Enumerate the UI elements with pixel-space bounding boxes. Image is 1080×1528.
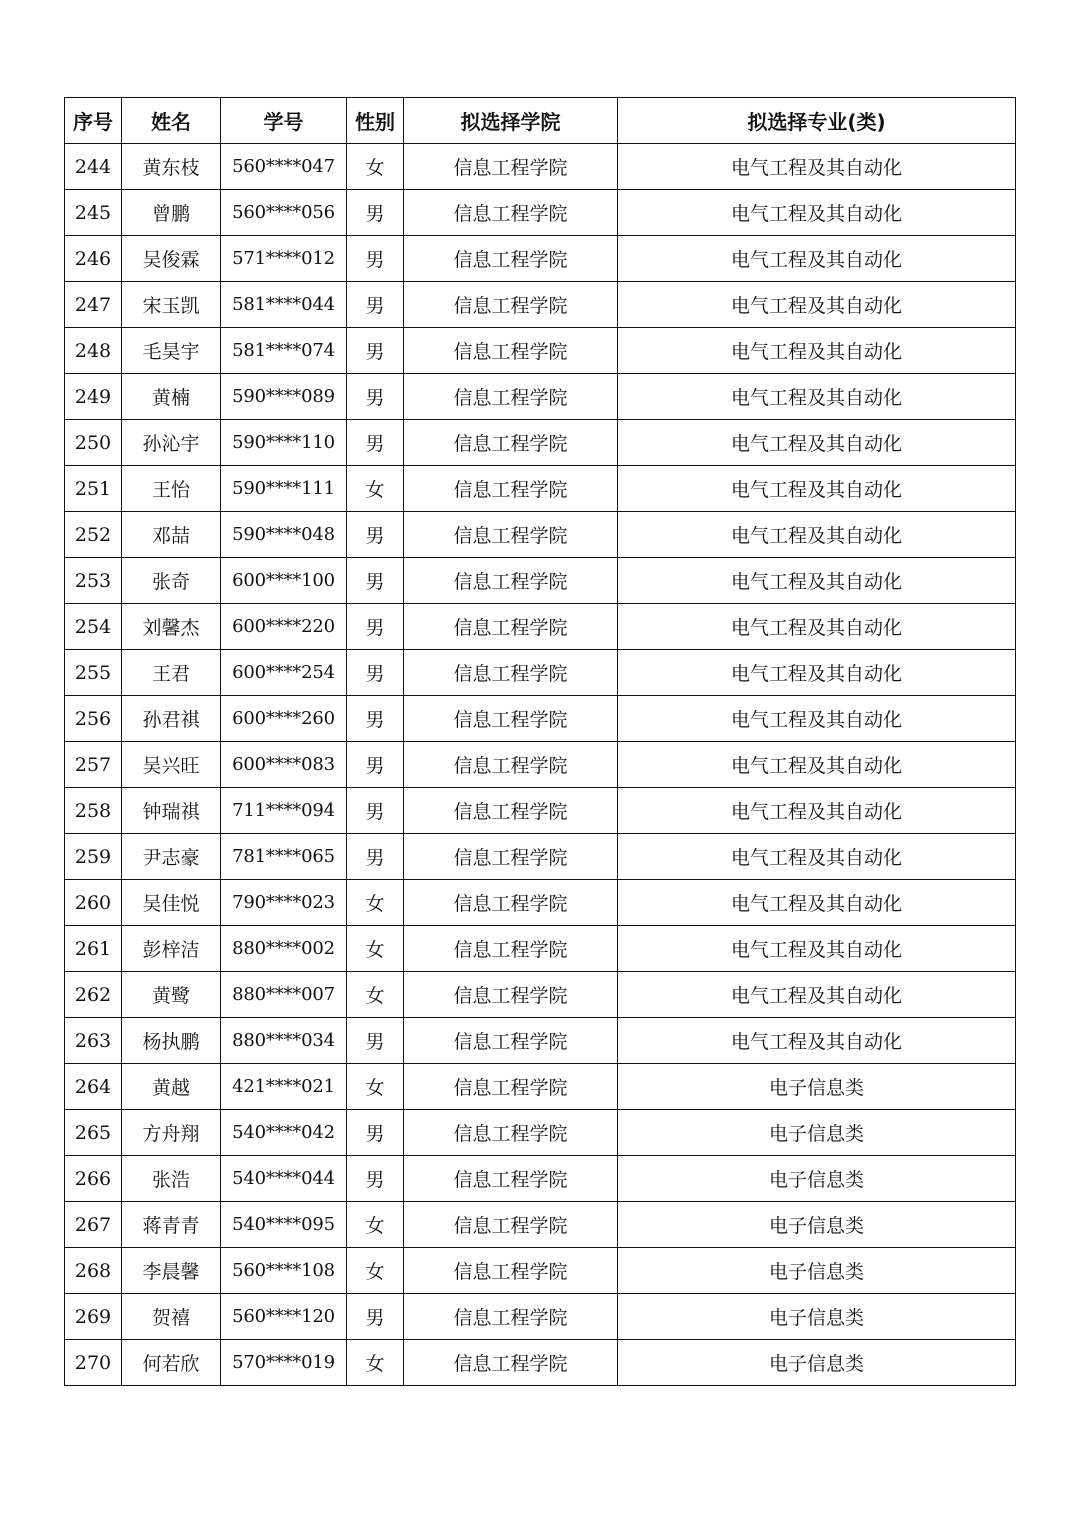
- table-row: [65, 420, 1016, 466]
- cell-college: 信息工程学院: [404, 972, 618, 1018]
- cell-serial: 258: [65, 788, 122, 834]
- cell-major: 电子信息类: [618, 1340, 1016, 1386]
- cell-name: 杨执鹏: [122, 1018, 221, 1064]
- cell-serial: 264: [65, 1064, 122, 1110]
- student-roster-table: [64, 97, 1016, 1386]
- table-row: [65, 604, 1016, 650]
- cell-college: 信息工程学院: [404, 742, 618, 788]
- cell-student-id: 560****056: [221, 190, 347, 236]
- cell-serial: 267: [65, 1202, 122, 1248]
- table-header: [65, 98, 1016, 144]
- cell-college: 信息工程学院: [404, 1018, 618, 1064]
- cell-name: 邓喆: [122, 512, 221, 558]
- cell-major: 电气工程及其自动化: [618, 420, 1016, 466]
- cell-serial: 247: [65, 282, 122, 328]
- cell-gender: 女: [347, 972, 404, 1018]
- cell-college: 信息工程学院: [404, 328, 618, 374]
- cell-major: 电气工程及其自动化: [618, 144, 1016, 190]
- cell-major: 电气工程及其自动化: [618, 834, 1016, 880]
- cell-serial: 259: [65, 834, 122, 880]
- cell-serial: 245: [65, 190, 122, 236]
- table-row: [65, 1294, 1016, 1340]
- header-row: [65, 98, 1016, 144]
- cell-name: 宋玉凯: [122, 282, 221, 328]
- cell-student-id: 600****260: [221, 696, 347, 742]
- cell-gender: 男: [347, 696, 404, 742]
- cell-name: 蒋青青: [122, 1202, 221, 1248]
- header-student-id: 学号: [221, 98, 347, 144]
- cell-student-id: 590****048: [221, 512, 347, 558]
- cell-student-id: 781****065: [221, 834, 347, 880]
- cell-college: 信息工程学院: [404, 1294, 618, 1340]
- cell-major: 电气工程及其自动化: [618, 190, 1016, 236]
- cell-major: 电气工程及其自动化: [618, 604, 1016, 650]
- table-row: [65, 466, 1016, 512]
- cell-gender: 男: [347, 742, 404, 788]
- cell-gender: 女: [347, 880, 404, 926]
- header-gender: 性别: [347, 98, 404, 144]
- cell-college: 信息工程学院: [404, 1110, 618, 1156]
- cell-gender: 女: [347, 144, 404, 190]
- cell-student-id: 600****220: [221, 604, 347, 650]
- cell-major: 电气工程及其自动化: [618, 374, 1016, 420]
- cell-college: 信息工程学院: [404, 1248, 618, 1294]
- cell-gender: 男: [347, 1018, 404, 1064]
- cell-gender: 男: [347, 834, 404, 880]
- cell-college: 信息工程学院: [404, 190, 618, 236]
- cell-gender: 男: [347, 190, 404, 236]
- cell-major: 电子信息类: [618, 1156, 1016, 1202]
- cell-student-id: 790****023: [221, 880, 347, 926]
- cell-student-id: 560****047: [221, 144, 347, 190]
- cell-college: 信息工程学院: [404, 880, 618, 926]
- cell-student-id: 600****254: [221, 650, 347, 696]
- cell-gender: 男: [347, 1110, 404, 1156]
- cell-gender: 女: [347, 1064, 404, 1110]
- cell-major: 电气工程及其自动化: [618, 880, 1016, 926]
- cell-gender: 女: [347, 1248, 404, 1294]
- cell-student-id: 560****120: [221, 1294, 347, 1340]
- cell-college: 信息工程学院: [404, 144, 618, 190]
- cell-major: 电子信息类: [618, 1110, 1016, 1156]
- cell-serial: 257: [65, 742, 122, 788]
- cell-major: 电气工程及其自动化: [618, 328, 1016, 374]
- cell-serial: 249: [65, 374, 122, 420]
- cell-student-id: 880****007: [221, 972, 347, 1018]
- cell-name: 吴俊霖: [122, 236, 221, 282]
- header-college: 拟选择学院: [404, 98, 618, 144]
- table-row: [65, 972, 1016, 1018]
- cell-name: 尹志豪: [122, 834, 221, 880]
- cell-gender: 男: [347, 512, 404, 558]
- cell-name: 孙君祺: [122, 696, 221, 742]
- cell-major: 电气工程及其自动化: [618, 282, 1016, 328]
- cell-student-id: 880****034: [221, 1018, 347, 1064]
- table-row: [65, 282, 1016, 328]
- cell-college: 信息工程学院: [404, 1202, 618, 1248]
- table-row: [65, 558, 1016, 604]
- cell-name: 吴佳悦: [122, 880, 221, 926]
- table-row: [65, 144, 1016, 190]
- table-row: [65, 236, 1016, 282]
- cell-college: 信息工程学院: [404, 1064, 618, 1110]
- cell-student-id: 540****044: [221, 1156, 347, 1202]
- cell-student-id: 540****095: [221, 1202, 347, 1248]
- cell-gender: 男: [347, 1156, 404, 1202]
- cell-college: 信息工程学院: [404, 1340, 618, 1386]
- cell-gender: 男: [347, 788, 404, 834]
- cell-serial: 256: [65, 696, 122, 742]
- cell-name: 曾鹏: [122, 190, 221, 236]
- cell-serial: 246: [65, 236, 122, 282]
- cell-college: 信息工程学院: [404, 466, 618, 512]
- cell-gender: 男: [347, 558, 404, 604]
- cell-name: 黄东枝: [122, 144, 221, 190]
- cell-student-id: 590****089: [221, 374, 347, 420]
- table-row: [65, 328, 1016, 374]
- cell-college: 信息工程学院: [404, 604, 618, 650]
- cell-gender: 男: [347, 604, 404, 650]
- cell-name: 彭梓洁: [122, 926, 221, 972]
- cell-major: 电气工程及其自动化: [618, 1018, 1016, 1064]
- cell-gender: 男: [347, 236, 404, 282]
- cell-major: 电气工程及其自动化: [618, 466, 1016, 512]
- cell-major: 电气工程及其自动化: [618, 788, 1016, 834]
- cell-major: 电子信息类: [618, 1064, 1016, 1110]
- cell-college: 信息工程学院: [404, 512, 618, 558]
- cell-student-id: 540****042: [221, 1110, 347, 1156]
- table-body: [65, 144, 1016, 1386]
- cell-serial: 269: [65, 1294, 122, 1340]
- cell-serial: 252: [65, 512, 122, 558]
- cell-name: 黄鹭: [122, 972, 221, 1018]
- cell-major: 电气工程及其自动化: [618, 558, 1016, 604]
- cell-college: 信息工程学院: [404, 558, 618, 604]
- table-row: [65, 1018, 1016, 1064]
- cell-student-id: 421****021: [221, 1064, 347, 1110]
- table-row: [65, 1340, 1016, 1386]
- header-major: 拟选择专业(类): [618, 98, 1016, 144]
- cell-name: 孙沁宇: [122, 420, 221, 466]
- cell-gender: 男: [347, 1294, 404, 1340]
- cell-student-id: 711****094: [221, 788, 347, 834]
- table-row: [65, 742, 1016, 788]
- cell-college: 信息工程学院: [404, 926, 618, 972]
- cell-student-id: 581****044: [221, 282, 347, 328]
- cell-college: 信息工程学院: [404, 420, 618, 466]
- cell-college: 信息工程学院: [404, 834, 618, 880]
- header-name: 姓名: [122, 98, 221, 144]
- table-row: [65, 650, 1016, 696]
- cell-gender: 男: [347, 650, 404, 696]
- cell-college: 信息工程学院: [404, 696, 618, 742]
- header-serial: 序号: [65, 98, 122, 144]
- cell-student-id: 581****074: [221, 328, 347, 374]
- cell-student-id: 571****012: [221, 236, 347, 282]
- cell-college: 信息工程学院: [404, 374, 618, 420]
- cell-college: 信息工程学院: [404, 236, 618, 282]
- cell-major: 电气工程及其自动化: [618, 512, 1016, 558]
- cell-major: 电气工程及其自动化: [618, 972, 1016, 1018]
- cell-name: 何若欣: [122, 1340, 221, 1386]
- cell-serial: 251: [65, 466, 122, 512]
- cell-name: 张浩: [122, 1156, 221, 1202]
- cell-name: 黄楠: [122, 374, 221, 420]
- cell-name: 王怡: [122, 466, 221, 512]
- cell-name: 张奇: [122, 558, 221, 604]
- cell-name: 王君: [122, 650, 221, 696]
- table-row: [65, 1202, 1016, 1248]
- cell-serial: 262: [65, 972, 122, 1018]
- cell-gender: 女: [347, 466, 404, 512]
- cell-student-id: 600****083: [221, 742, 347, 788]
- cell-student-id: 560****108: [221, 1248, 347, 1294]
- cell-college: 信息工程学院: [404, 650, 618, 696]
- cell-serial: 248: [65, 328, 122, 374]
- cell-serial: 261: [65, 926, 122, 972]
- cell-serial: 253: [65, 558, 122, 604]
- cell-serial: 263: [65, 1018, 122, 1064]
- cell-student-id: 570****019: [221, 1340, 347, 1386]
- cell-serial: 270: [65, 1340, 122, 1386]
- cell-gender: 男: [347, 328, 404, 374]
- cell-major: 电气工程及其自动化: [618, 926, 1016, 972]
- cell-major: 电气工程及其自动化: [618, 236, 1016, 282]
- cell-major: 电气工程及其自动化: [618, 696, 1016, 742]
- table-row: [65, 788, 1016, 834]
- table-row: [65, 880, 1016, 926]
- cell-major: 电子信息类: [618, 1248, 1016, 1294]
- cell-name: 刘馨杰: [122, 604, 221, 650]
- table-row: [65, 696, 1016, 742]
- cell-serial: 250: [65, 420, 122, 466]
- cell-name: 贺禧: [122, 1294, 221, 1340]
- cell-gender: 男: [347, 374, 404, 420]
- cell-name: 毛昊宇: [122, 328, 221, 374]
- cell-name: 吴兴旺: [122, 742, 221, 788]
- cell-major: 电子信息类: [618, 1202, 1016, 1248]
- cell-serial: 260: [65, 880, 122, 926]
- cell-name: 方舟翔: [122, 1110, 221, 1156]
- cell-serial: 255: [65, 650, 122, 696]
- cell-college: 信息工程学院: [404, 1156, 618, 1202]
- cell-gender: 女: [347, 926, 404, 972]
- cell-student-id: 600****100: [221, 558, 347, 604]
- cell-name: 黄越: [122, 1064, 221, 1110]
- cell-serial: 265: [65, 1110, 122, 1156]
- cell-gender: 男: [347, 420, 404, 466]
- table-row: [65, 190, 1016, 236]
- cell-serial: 254: [65, 604, 122, 650]
- cell-student-id: 590****111: [221, 466, 347, 512]
- cell-gender: 男: [347, 282, 404, 328]
- cell-student-id: 590****110: [221, 420, 347, 466]
- cell-name: 钟瑞祺: [122, 788, 221, 834]
- cell-student-id: 880****002: [221, 926, 347, 972]
- cell-serial: 268: [65, 1248, 122, 1294]
- table-row: [65, 926, 1016, 972]
- table-row: [65, 512, 1016, 558]
- cell-college: 信息工程学院: [404, 282, 618, 328]
- table-row: [65, 1156, 1016, 1202]
- cell-serial: 266: [65, 1156, 122, 1202]
- cell-serial: 244: [65, 144, 122, 190]
- table-row: [65, 834, 1016, 880]
- table-row: [65, 1248, 1016, 1294]
- cell-gender: 女: [347, 1340, 404, 1386]
- cell-college: 信息工程学院: [404, 788, 618, 834]
- cell-major: 电子信息类: [618, 1294, 1016, 1340]
- table-row: [65, 374, 1016, 420]
- cell-major: 电气工程及其自动化: [618, 650, 1016, 696]
- cell-name: 李晨馨: [122, 1248, 221, 1294]
- cell-major: 电气工程及其自动化: [618, 742, 1016, 788]
- table-row: [65, 1110, 1016, 1156]
- table-row: [65, 1064, 1016, 1110]
- cell-gender: 女: [347, 1202, 404, 1248]
